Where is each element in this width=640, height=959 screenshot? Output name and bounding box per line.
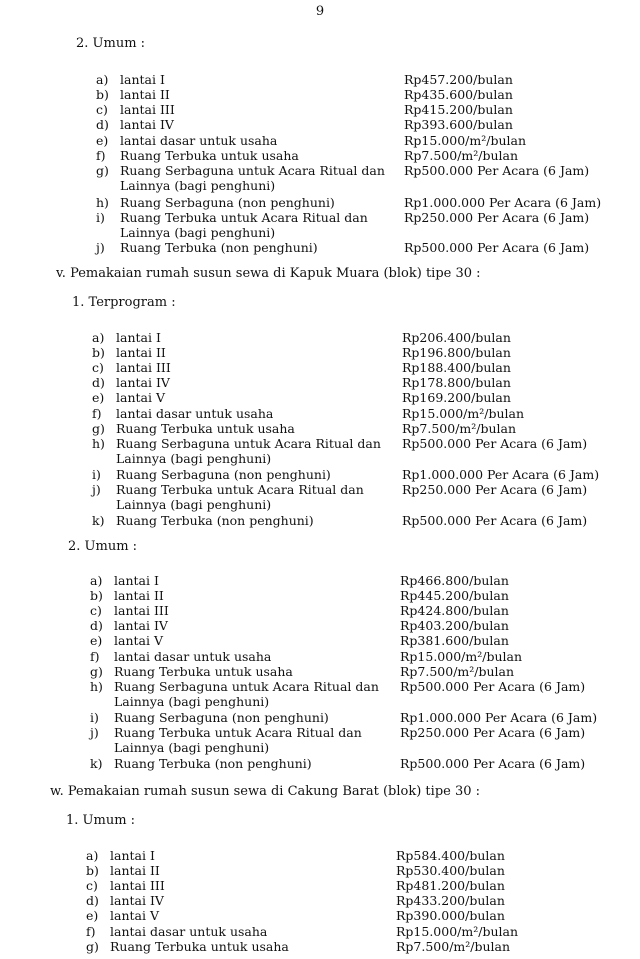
tariff-row [0,482,640,498]
tariff-row [0,939,640,955]
item-price: Rp466.800/bulan [400,573,509,588]
item-letter: f) [92,406,102,421]
item-letter: f) [96,148,106,163]
item-price: Rp196.800/bulan [402,345,511,360]
item-letter: d) [96,117,109,132]
item-letter: c) [96,102,108,117]
item-price: Rp169.200/bulan [402,390,511,405]
item-name: lantai V [116,390,165,405]
item-name: lantai I [114,573,159,588]
item-letter: i) [90,710,99,725]
item-name: Ruang Terbuka untuk usaha [114,664,293,679]
item-price: Rp1.000.000 Per Acara (6 Jam) [400,710,598,725]
section-heading: 1. Umum : [66,813,136,828]
item-letter: g) [90,664,103,679]
tariff-row [0,618,640,634]
item-letter: b) [96,87,109,102]
item-price: Rp390.000/bulan [396,908,505,923]
tariff-row [0,133,640,149]
item-name-continued: Lainnya (bagi penghuni) [114,694,270,709]
tariff-row [0,725,640,741]
section-heading: v. Pemakaian rumah susun sewa di Kapuk Muara (blok) tipe 30 : [56,266,481,281]
item-price: Rp530.400/bulan [396,863,505,878]
item-name: Ruang Serbaguna (non penghuni) [114,710,329,725]
item-name: Ruang Terbuka untuk usaha [120,148,299,163]
item-name-continued: Lainnya (bagi penghuni) [114,740,270,755]
tariff-row [0,406,640,422]
item-name-continued: Lainnya (bagi penghuni) [116,497,272,512]
item-letter: h) [96,195,109,210]
tariff-row [0,664,640,680]
tariff-row [0,679,640,695]
section-heading: 1. Terprogram : [72,295,176,310]
item-price: Rp424.800/bulan [400,603,509,618]
item-name-continued: Lainnya (bagi penghuni) [116,451,272,466]
tariff-row [0,649,640,665]
item-name: lantai IV [114,618,168,633]
item-name: lantai dasar untuk usaha [116,406,274,421]
item-letter: g) [92,421,105,436]
item-price: Rp178.800/bulan [402,375,511,390]
tariff-row [0,908,640,924]
item-price: Rp445.200/bulan [400,588,509,603]
item-letter: i) [92,467,101,482]
item-name: lantai dasar untuk usaha [114,649,272,664]
item-name: lantai dasar untuk usaha [110,924,268,939]
tariff-row [0,924,640,940]
item-price: Rp7.500/m²/bulan [396,939,511,954]
item-letter: k) [90,756,103,771]
item-price: Rp250.000 Per Acara (6 Jam) [404,210,590,225]
page-number: 9 [315,4,325,19]
item-name: lantai dasar untuk usaha [120,133,278,148]
item-letter: f) [86,924,96,939]
item-price: Rp7.500/m²/bulan [402,421,517,436]
item-price: Rp500.000 Per Acara (6 Jam) [404,163,590,178]
tariff-row [0,240,640,256]
item-price: Rp15.000/m²/bulan [400,649,522,664]
item-letter: h) [90,679,103,694]
item-price: Rp15.000/m²/bulan [402,406,524,421]
item-name: lantai I [110,848,155,863]
item-letter: j) [96,240,105,255]
item-price: Rp250.000 Per Acara (6 Jam) [400,725,586,740]
item-name: lantai II [114,588,164,603]
item-price: Rp500.000 Per Acara (6 Jam) [402,513,588,528]
item-price: Rp381.600/bulan [400,633,509,648]
item-price: Rp584.400/bulan [396,848,505,863]
tariff-row [0,513,640,529]
tariff-row [0,633,640,649]
item-letter: c) [92,360,104,375]
item-name: lantai IV [110,893,164,908]
tariff-row [0,573,640,589]
tariff-row [0,117,640,133]
item-name: lantai II [110,863,160,878]
item-price: Rp188.400/bulan [402,360,511,375]
item-name-continued: Lainnya (bagi penghuni) [120,178,276,193]
item-name: Ruang Terbuka untuk usaha [116,421,295,436]
item-letter: a) [96,72,109,87]
section-heading: w. Pemakaian rumah susun sewa di Cakung Barat (blok) tipe 30 : [50,784,481,799]
item-price: Rp1.000.000 Per Acara (6 Jam) [402,467,600,482]
item-price: Rp1.000.000 Per Acara (6 Jam) [404,195,602,210]
item-name: lantai I [116,330,161,345]
tariff-row [0,87,640,103]
item-name: Ruang Terbuka untuk Acara Ritual dan [116,482,364,497]
item-name: Ruang Terbuka (non penghuni) [114,756,312,771]
tariff-row [0,210,640,226]
tariff-row [0,72,640,88]
item-letter: a) [90,573,103,588]
item-price: Rp7.500/m²/bulan [404,148,519,163]
item-price: Rp250.000 Per Acara (6 Jam) [402,482,588,497]
item-name: lantai III [116,360,171,375]
item-price: Rp500.000 Per Acara (6 Jam) [400,679,586,694]
item-price: Rp15.000/m²/bulan [396,924,518,939]
tariff-row [0,467,640,483]
item-name: Ruang Serbaguna (non penghuni) [116,467,331,482]
item-letter: k) [92,513,105,528]
item-letter: h) [92,436,105,451]
item-letter: e) [90,633,103,648]
item-name: lantai I [120,72,165,87]
tariff-row [0,345,640,361]
tariff-row [0,603,640,619]
tariff-row [0,893,640,909]
item-letter: e) [86,908,99,923]
item-price: Rp7.500/m²/bulan [400,664,515,679]
item-price: Rp435.600/bulan [404,87,513,102]
tariff-row [0,360,640,376]
item-letter: b) [90,588,103,603]
tariff-row [0,436,640,452]
item-name: lantai III [120,102,175,117]
item-price: Rp500.000 Per Acara (6 Jam) [402,436,588,451]
item-letter: a) [86,848,99,863]
item-price: Rp500.000 Per Acara (6 Jam) [400,756,586,771]
item-price: Rp433.200/bulan [396,893,505,908]
item-letter: j) [90,725,99,740]
item-name: Ruang Terbuka untuk usaha [110,939,289,954]
tariff-row [0,588,640,604]
tariff-row [0,756,640,772]
item-letter: d) [86,893,99,908]
item-name: Ruang Terbuka (non penghuni) [120,240,318,255]
item-name: Ruang Serbaguna untuk Acara Ritual dan [116,436,381,451]
tariff-row [0,102,640,118]
item-letter: e) [92,390,105,405]
item-name: lantai IV [120,117,174,132]
item-letter: g) [96,163,109,178]
tariff-row [0,878,640,894]
item-price: Rp481.200/bulan [396,878,505,893]
tariff-row [0,863,640,879]
item-letter: b) [92,345,105,360]
item-name: lantai III [110,878,165,893]
item-name: lantai V [110,908,159,923]
tariff-row [0,710,640,726]
item-letter: e) [96,133,109,148]
tariff-row [0,421,640,437]
item-price: Rp500.000 Per Acara (6 Jam) [404,240,590,255]
tariff-row [0,148,640,164]
item-name-continued: Lainnya (bagi penghuni) [120,225,276,240]
item-letter: d) [90,618,103,633]
tariff-row [0,163,640,179]
item-name: Ruang Serbaguna (non penghuni) [120,195,335,210]
item-name: Ruang Terbuka (non penghuni) [116,513,314,528]
tariff-row [0,195,640,211]
item-letter: c) [86,878,98,893]
tariff-row [0,848,640,864]
item-letter: f) [90,649,100,664]
item-name: lantai V [114,633,163,648]
section-heading: 2. Umum : [68,539,138,554]
item-price: Rp403.200/bulan [400,618,509,633]
item-price: Rp393.600/bulan [404,117,513,132]
item-price: Rp15.000/m²/bulan [404,133,526,148]
item-letter: i) [96,210,105,225]
item-name: Ruang Serbaguna untuk Acara Ritual dan [120,163,385,178]
section-heading: 2. Umum : [76,36,146,51]
item-price: Rp457.200/bulan [404,72,513,87]
item-name: lantai II [116,345,166,360]
item-price: Rp415.200/bulan [404,102,513,117]
item-name: lantai III [114,603,169,618]
tariff-row [0,390,640,406]
item-letter: j) [92,482,101,497]
item-price: Rp206.400/bulan [402,330,511,345]
item-name: Ruang Serbaguna untuk Acara Ritual dan [114,679,379,694]
tariff-row [0,330,640,346]
item-letter: d) [92,375,105,390]
item-name: lantai II [120,87,170,102]
item-name: Ruang Terbuka untuk Acara Ritual dan [114,725,362,740]
tariff-row [0,375,640,391]
item-name: Ruang Terbuka untuk Acara Ritual dan [120,210,368,225]
item-letter: b) [86,863,99,878]
item-letter: a) [92,330,105,345]
item-name: lantai IV [116,375,170,390]
item-letter: c) [90,603,102,618]
item-letter: g) [86,939,99,954]
